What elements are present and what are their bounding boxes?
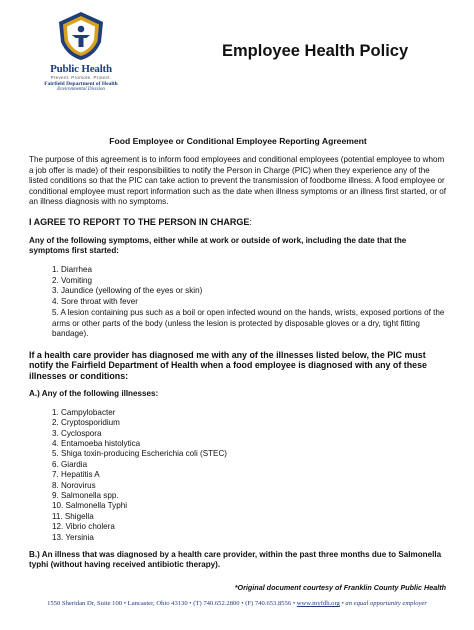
list-item: 2. Cryptosporidium [52, 418, 120, 428]
agree-heading-colon: : [249, 217, 252, 228]
list-item: 13. Yersinia [52, 532, 94, 542]
logo-tagline: Prevent. Promote. Protect. [50, 75, 112, 80]
list-item: 5. A lesion containing pus such as a boil or open infected wound on the hands, wrists, exposed portions of the arms or other parts of the body (unless the lesion is protected by disposable gloves or a dry, tight fitting bandage). [52, 308, 445, 339]
agree-heading-text: I AGREE TO REPORT TO THE PERSON IN CHARGE [29, 217, 250, 228]
section-a-heading: A.) Any of the following illnesses: [29, 389, 159, 399]
illnesses-list [52, 408, 447, 543]
list-item: 3. Cyclospora [52, 428, 102, 438]
symptoms-list [52, 265, 447, 340]
public-health-logo [36, 10, 126, 92]
logo-name: Public Health [50, 63, 112, 75]
list-item: 11. Shigella [52, 511, 94, 521]
page-footer [0, 600, 474, 607]
list-item: 5. Shiga toxin-producing Escherichia coli (STEC) [52, 449, 227, 459]
shield-emblem-icon [55, 10, 107, 62]
agreement-body [29, 136, 447, 571]
page-title: Employee Health Policy [222, 42, 409, 60]
list-item: 10. Salmonella Typhi [52, 501, 127, 511]
website-link[interactable]: www.myfdh.org [296, 600, 340, 607]
list-item: 12. Vibrio cholera [52, 522, 115, 532]
list-item: 4. Sore throat with fever [52, 297, 138, 307]
footer-tagline: • an equal opportunity employer [339, 600, 427, 607]
list-item: 7. Hepatitis A [52, 470, 100, 480]
list-item: 6. Giardia [52, 459, 88, 469]
list-item: 3. Jaundice (yellowing of the eyes or skin) [52, 286, 203, 296]
intro-paragraph: The purpose of this agreement is to inform food employees and conditional employees (potential employee to whom a job offer is made) of their responsibilities to notify the Person in Charge (PIC) when they experience any of the listed conditions so that the PIC can take action to prevent the transmission of foodborne illness. A food employee or conditional employee must report information such as the date when illness symptoms or an illness first started, or of an illness diagnosis with no symptoms. [29, 155, 447, 207]
courtesy-note: *Original document courtesy of Franklin County Public Health [234, 583, 446, 592]
list-item: 9. Salmonella spp. [52, 490, 119, 500]
footer-address: 1550 Sheridan Dr, Suite 100 • Lancaster, Ohio 43130 • (T) 740.652.2800 • (F) 740.653.8556 • [47, 600, 297, 607]
page-header [0, 0, 474, 115]
list-item: 1. Diarrhea [52, 264, 93, 274]
logo-department: Fairfield Department of Health [44, 81, 118, 87]
list-item: 2. Vomiting [52, 275, 93, 285]
agree-heading [29, 217, 447, 227]
list-item: 4. Entamoeba histolytica [52, 438, 141, 448]
agreement-subtitle: Food Employee or Conditional Employee Reporting Agreement [109, 136, 367, 146]
logo-division: Environmental Division [57, 87, 105, 92]
list-item: 8. Norovirus [52, 480, 96, 490]
section-b-paragraph: B.) An illness that was diagnosed by a health care provider, within the past three months due to Salmonella typhi (without having received antibiotic therapy). [29, 549, 442, 570]
symptoms-heading: Any of the following symptoms, either while at work or outside of work, including the date that the symptoms first started: [29, 235, 407, 256]
notify-heading: If a health care provider has diagnosed me with any of the illnesses listed below, the PIC must notify the Fairfield Department of Health when a food employee is diagnosed with any of these illnesses or conditions: [29, 349, 427, 381]
list-item: 1. Campylobacter [52, 407, 116, 417]
